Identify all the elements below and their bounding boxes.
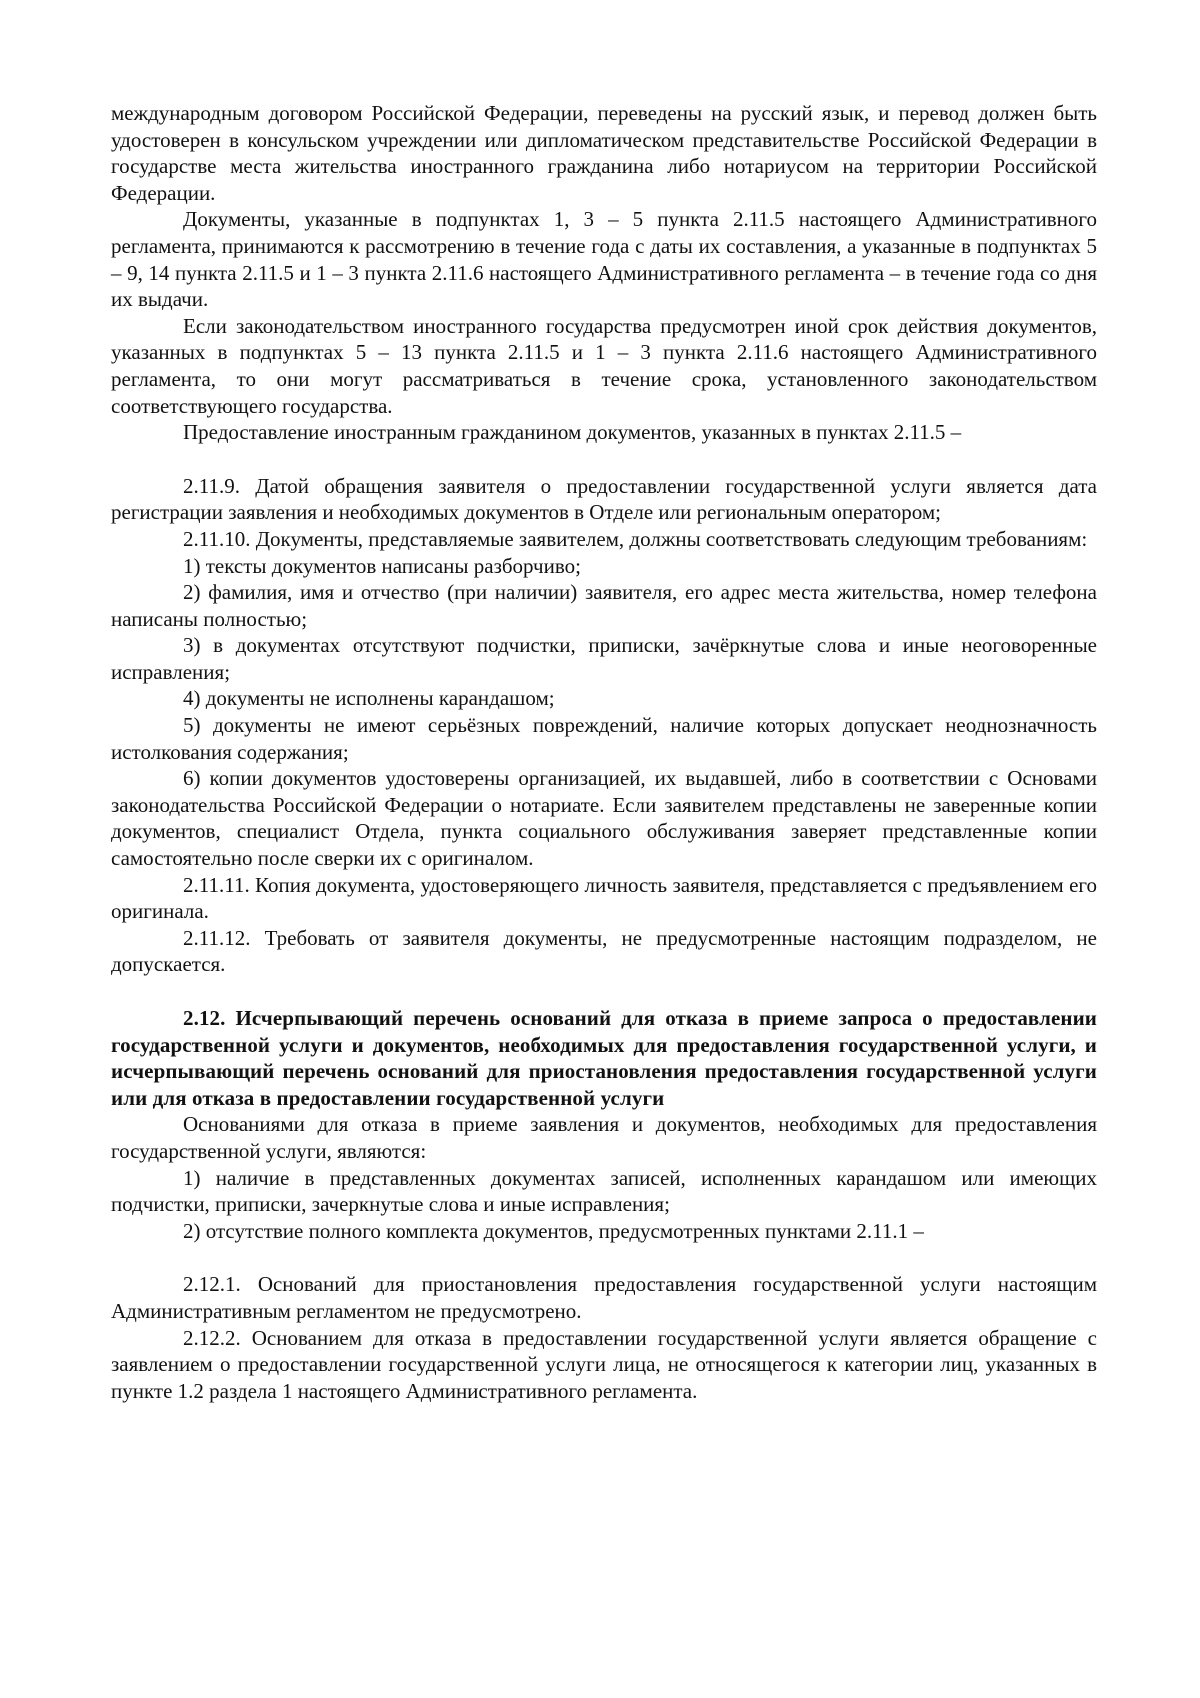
paragraph-2-12-1: 2.12.1. Оснований для приостановления предоставления государственной услуги настоящим Административным регламентом не предусмотрено.	[111, 1272, 1097, 1323]
paragraph-2-11-12: 2.11.12. Требовать от заявителя документы, не предусмотренные настоящим подразделом, не допускается.	[111, 925, 1097, 977]
refusal-item-1: 1) наличие в представленных документах записей, исполненных карандашом или имеющих подчистки, приписки, зачеркнутые слова и иные исправления;	[111, 1165, 1097, 1217]
list-item-3: 3) в документах отсутствуют подчистки, приписки, зачёркнутые слова и иные неоговоренные исправления;	[111, 633, 1097, 684]
paragraph-intl-treaty: международным договором Российской Федерации, переведены на русский язык, и перевод должен быть удостоверен в консульском учреждении или дипломатическом представительстве Российской Федерации в государстве места жительства иностранного гражданина либо нотариусом на территории Российской Федерации.	[111, 101, 1097, 205]
paragraph-2-11-11: 2.11.11. Копия документа, удостоверяющего личность заявителя, представляется с предъявлением его оригинала.	[111, 872, 1097, 924]
blank-line	[111, 1244, 1097, 1271]
list-item-1: 1) тексты документов написаны разборчиво;	[183, 553, 581, 578]
document-body	[111, 100, 1097, 1404]
blank-line	[111, 446, 1097, 473]
list-item-2: 2) фамилия, имя и отчество (при наличии) заявителя, его адрес места жительства, номер телефона написаны полностью;	[111, 580, 1097, 631]
blank-line	[111, 978, 1097, 1005]
list-item-5: 5) документы не имеют серьёзных повреждений, наличие которых допускает неоднозначность истолкования содержания;	[111, 713, 1097, 764]
paragraph-2-11-9: 2.11.9. Датой обращения заявителя о предоставлении государственной услуги является дата регистрации заявления и необходимых документов в Отделе или региональным оператором;	[111, 473, 1097, 525]
paragraph-2-12-2: 2.12.2. Основанием для отказа в предоставлении государственной услуги является обращение с заявлением о предоставлении государственной услуги лица, не относящегося к категории лиц, указанных в пункте 1.2 раздела 1 настоящего Административного регламента.	[111, 1325, 1097, 1403]
paragraph-foreign-law: Если законодательством иностранного государства предусмотрен иной срок действия документов, указанных в подпунктах 5 – 13 пункта 2.11.5 и 1 – 3 пункта 2.11.6 настоящего Административного регламента, то они могут рассматриваться в течение срока, установленного законодательством соответствующего государства.	[111, 313, 1097, 418]
refusal-item-2: 2) отсутствие полного комплекта документов, предусмотренных пунктами 2.11.1 –	[183, 1218, 924, 1243]
section-heading-2-12: 2.12. Исчерпывающий перечень оснований для отказа в приеме запроса о предоставлении государственной услуги и документов, необходимых для предоставления государственной услуги, и исчерпывающий перечень оснований для приостановления предоставления государственной услуги или для отказа в предоставлении государственной услуги	[111, 1006, 1097, 1110]
paragraph-validity-period: Документы, указанные в подпунктах 1, 3 – 5 пункта 2.11.5 настоящего Административного регламента, принимаются к рассмотрению в течение года с даты их составления, а указанные в подпунктах 5 – 9, 14 пункта 2.11.5 и 1 – 3 пункта 2.11.6 настоящего Административного регламента – в течение года со дня их выдачи.	[111, 207, 1097, 312]
paragraph-refusal-grounds: Основаниями для отказа в приеме заявления и документов, необходимых для предоставления государственной услуги, являются:	[111, 1112, 1097, 1163]
paragraph-foreign-citizen-docs: Предоставление иностранным гражданином документов, указанных в пунктах 2.11.5 –	[183, 420, 962, 445]
list-item-4: 4) документы не исполнены карандашом;	[183, 686, 555, 711]
paragraph-2-11-10: 2.11.10. Документы, представляемые заявителем, должны соответствовать следующим требованиям:	[183, 526, 1088, 551]
list-item-6: 6) копии документов удостоверены организацией, их выдавшей, либо в соответствии с Основами законодательства Российской Федерации о нотариате. Если заявителем представлены не заверенные копии документов, специалист Отдела, пункта социального обслуживания заверяет представленные копии самостоятельно после сверки их с оригиналом.	[111, 766, 1097, 871]
